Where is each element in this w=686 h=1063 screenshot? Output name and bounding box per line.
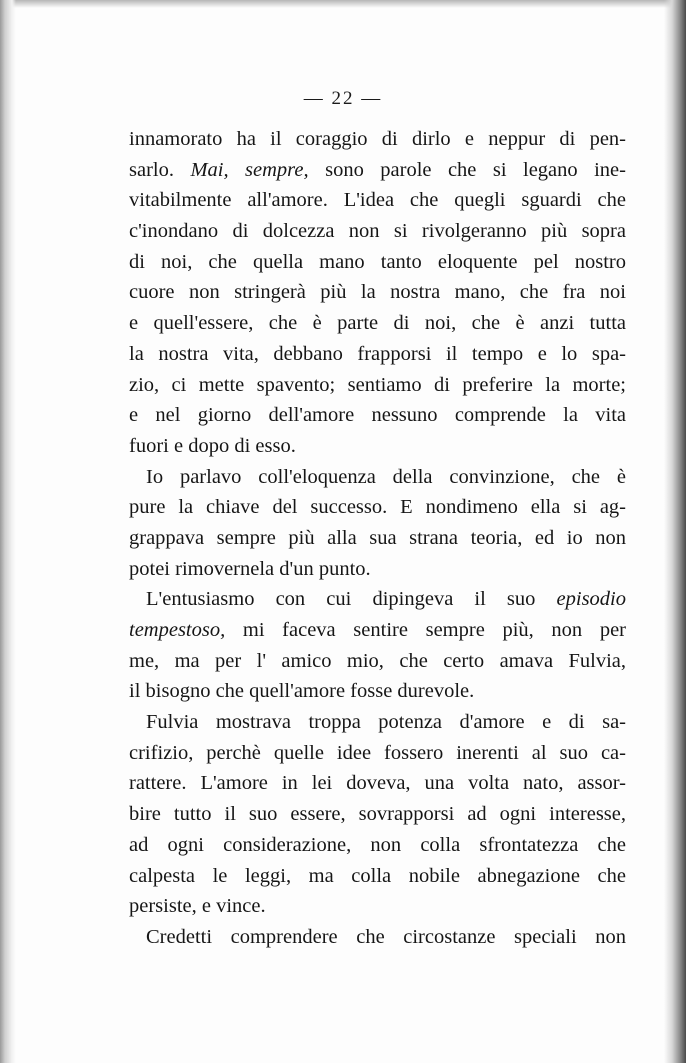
text-line — [129, 646, 626, 677]
text-line — [129, 185, 626, 216]
text-line — [129, 707, 626, 738]
text-segment: potei rimovernela d'un punto. — [129, 557, 371, 580]
text-segment: e quell'essere, che è parte di noi, che è anzi tutta — [129, 312, 626, 335]
text-segment: calpesta le leggi, ma colla nobile abnegazione che — [129, 864, 626, 887]
text-line — [129, 891, 626, 922]
text-line — [129, 308, 626, 339]
text-line — [129, 584, 626, 615]
text-segment: vitabilmente all'amore. L'idea che quegli sguardi che — [129, 189, 626, 212]
text-line — [129, 216, 626, 247]
text-line — [129, 431, 626, 462]
text-line — [129, 370, 626, 401]
text-segment: c'inondano di dolcezza non si rivolgeranno più sopra — [129, 220, 626, 243]
text-line — [129, 523, 626, 554]
text-line — [129, 768, 626, 799]
page-number: — 22 — — [303, 88, 383, 109]
text-line — [129, 830, 626, 861]
text-line — [129, 676, 626, 707]
text-segment: di noi, che quella mano tanto eloquente pel nostro — [129, 250, 626, 273]
text-line — [129, 124, 626, 155]
text-segment: rattere. L'amore in lei doveva, una volta nato, assor- — [129, 772, 626, 795]
text-segment: bire tutto il suo essere, sovrapporsi ad ogni interesse, — [129, 803, 626, 826]
text-segment: sono parole che si legano ine- — [308, 158, 626, 181]
text-line — [129, 615, 626, 646]
text-segment: il bisogno che quell'amore fosse durevole. — [129, 680, 475, 703]
text-segment: Mai, sempre, — [190, 158, 309, 181]
text-line — [129, 400, 626, 431]
text-segment: e nel giorno dell'amore nessuno comprende la vita — [129, 404, 626, 427]
text-line — [129, 738, 626, 769]
scan-edge-left — [0, 0, 16, 1063]
text-segment: cuore non stringerà più la nostra mano, che fra noi — [129, 281, 626, 304]
text-segment: Fulvia mostrava troppa potenza d'amore e di sa- — [146, 711, 626, 734]
body-text — [129, 124, 626, 953]
text-segment: Credetti comprendere che circostanze speciali non — [146, 925, 626, 948]
text-segment: episodio — [556, 588, 626, 611]
text-line — [129, 799, 626, 830]
text-line — [129, 277, 626, 308]
text-segment: grappava sempre più alla sua strana teoria, ed io non — [129, 526, 626, 549]
text-line — [129, 155, 626, 186]
text-line — [129, 462, 626, 493]
text-segment: fuori e dopo di esso. — [129, 434, 296, 457]
text-line — [129, 922, 626, 953]
text-line — [129, 247, 626, 278]
text-segment: L'entusiasmo con cui dipingeva il suo — [146, 588, 557, 611]
text-segment: la nostra vita, debbano frapporsi il tempo e lo spa- — [129, 342, 626, 365]
binding-edge-right — [664, 0, 686, 1063]
text-line — [129, 339, 626, 370]
text-line — [129, 554, 626, 585]
text-segment: ad ogni considerazione, non colla sfrontatezza che — [129, 833, 626, 856]
text-line — [129, 492, 626, 523]
text-segment: tempestoso, — [129, 619, 226, 641]
text-segment: pure la chiave del successo. E nondimeno ella si ag- — [129, 496, 626, 519]
text-line — [129, 861, 626, 892]
text-segment: crifizio, perchè quelle idee fossero inerenti al suo ca- — [129, 741, 626, 764]
scan-edge-top — [0, 0, 686, 8]
text-segment: zio, ci mette spavento; sentiamo di preferire la morte; — [129, 373, 626, 396]
text-segment: me, ma per l' amico mio, che certo amava Fulvia, — [129, 649, 626, 672]
text-segment: Io parlavo coll'eloquenza della convinzione, che è — [146, 465, 626, 488]
text-segment: mi faceva sentire sempre più, non per — [225, 619, 626, 641]
text-segment: persiste, e vince. — [129, 895, 266, 918]
text-segment: innamorato ha il coraggio di dirlo e neppur di pen- — [129, 128, 626, 150]
text-segment: sarlo. — [129, 158, 191, 181]
